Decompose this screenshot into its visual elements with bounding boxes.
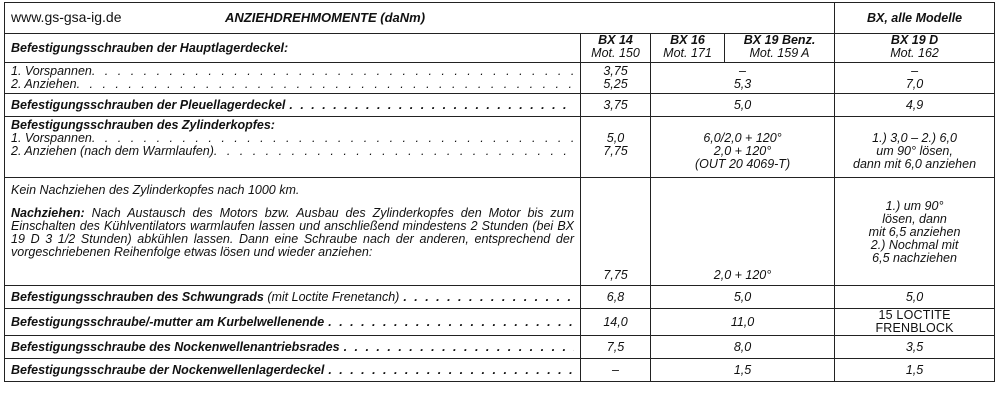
hauptlager-label: Befestigungsschrauben der Hauptlagerdeckel: — [11, 40, 289, 55]
col-bx19b-mot: Mot. 159 A — [749, 46, 810, 60]
col-bx19d — [835, 34, 995, 63]
cell-mid: 8,0 — [651, 336, 835, 359]
step-row — [11, 65, 574, 78]
value: 5,3 — [733, 77, 752, 91]
cell-bx19d — [835, 117, 995, 178]
col-bx19b-name: BX 19 Benz. — [743, 33, 816, 47]
value: 3,75 — [603, 64, 628, 78]
nachziehen-paragraph — [11, 207, 574, 259]
col-bx14-name: BX 14 — [598, 33, 633, 47]
step-label: 2. Anziehen (nach dem Warmlaufen) — [11, 144, 214, 158]
value: 5,0 — [606, 131, 625, 145]
step-label: 1. Vorspannen — [11, 64, 92, 78]
zylinder-label: Befestigungsschrauben des Zylinderkopfes: — [11, 118, 275, 132]
nocken-lager-label: Befestigungsschraube der Nockenwellenlagerdeckel — [11, 362, 325, 377]
kurbel-label: Befestigungsschraube/-mutter am Kurbelwellenende — [11, 314, 325, 329]
cell-mid — [651, 117, 835, 178]
cell-bx19d: 1,5 — [835, 359, 995, 382]
header-left — [5, 3, 835, 34]
nachziehen-text: Nach Austausch des Motors bzw. Ausbau des Zylinderkopfes den Motor bis zum Einschalten des Kühlventilators warmlaufen lassen und anschließend mindestens 2 Stunden (bei BX 19 D 3 1/2 Stunden) abkühlen lassen. Dann eine Schraube nach der anderen, entsprechend der vorgeschriebenen Reihenfolge etwas lösen und wieder anziehen: — [11, 206, 574, 259]
value: 6,5 nachziehen — [872, 251, 957, 265]
table-row — [5, 359, 995, 382]
kein-nachziehen-text: Kein Nachziehen des Zylinderkopfes nach 1000 km. — [11, 183, 300, 197]
table-header-row — [5, 3, 995, 34]
cell-mid — [651, 63, 835, 94]
cell-mid: 2,0 + 120° — [651, 178, 835, 286]
cell-bx14: 3,75 — [581, 94, 651, 117]
cell-bx19d: 3,5 — [835, 336, 995, 359]
row-label-pleuel — [5, 94, 581, 117]
value: 7,0 — [905, 77, 924, 91]
table-row — [5, 117, 995, 178]
nachziehen-label: Nachziehen: — [11, 206, 85, 220]
cell-bx19d: 4,9 — [835, 94, 995, 117]
row-label-zylinder — [5, 117, 581, 178]
cell-bx14: 14,0 — [581, 309, 651, 336]
cell-bx14: 7,5 — [581, 336, 651, 359]
table-row — [5, 34, 995, 63]
page-title: ANZIEHDREHMOMENTE (daNm) — [224, 10, 426, 25]
value: 1.) um 90° — [885, 199, 944, 213]
col-bx14 — [581, 34, 651, 63]
site-url: www.gs-gsa-ig.de — [11, 9, 122, 25]
table-row — [5, 178, 995, 286]
row-label-hauptlager — [5, 34, 581, 63]
col-bx19b — [725, 34, 835, 63]
cell-bx14: 6,8 — [581, 286, 651, 309]
row-label-nocken-lager — [5, 359, 581, 382]
row-label-kurbel — [5, 309, 581, 336]
cell-bx19d — [835, 63, 995, 94]
col-bx16-mot: Mot. 171 — [663, 46, 712, 60]
cell-bx14: – — [581, 359, 651, 382]
value: 7,75 — [603, 144, 628, 158]
cell-bx19d — [835, 178, 995, 286]
col-bx16-name: BX 16 — [670, 33, 705, 47]
value: – — [739, 64, 746, 78]
cell-bx14 — [581, 63, 651, 94]
cell-bx19d: 5,0 — [835, 286, 995, 309]
cell-bx14: 7,75 — [581, 178, 651, 286]
col-bx16 — [651, 34, 725, 63]
value: dann mit 6,0 anziehen — [853, 157, 977, 171]
table-row — [5, 286, 995, 309]
schwungrad-label: Befestigungsschrauben des Schwungrads — [11, 289, 264, 304]
value: 2.) Nochmal mit — [870, 238, 959, 252]
table-row — [5, 94, 995, 117]
col-bx19d-mot: Mot. 162 — [890, 46, 939, 60]
value: 2,0 + 120° — [713, 144, 772, 158]
step-label: 2. Anziehen — [11, 77, 77, 91]
value: 5,25 — [603, 77, 628, 91]
step-label: 1. Vorspannen — [11, 131, 92, 145]
step-row — [11, 78, 574, 91]
value: (OUT 20 4069-T) — [694, 157, 791, 171]
row-label-nocken-antrieb — [5, 336, 581, 359]
cell-mid: 11,0 — [651, 309, 835, 336]
schwungrad-note: (mit Loctite Frenetanch) — [267, 289, 400, 304]
step-row — [11, 145, 574, 158]
nocken-antrieb-label: Befestigungsschraube des Nockenwellenantriebsrades — [11, 339, 340, 354]
cell-mid: 1,5 — [651, 359, 835, 382]
torque-table — [4, 2, 995, 382]
hauptlager-steps — [5, 63, 581, 94]
table-row — [5, 336, 995, 359]
value: – — [911, 64, 919, 78]
row-label-schwungrad — [5, 286, 581, 309]
col-bx19d-name: BX 19 D — [890, 33, 939, 47]
cell-bx14 — [581, 117, 651, 178]
value: lösen, dann — [882, 212, 947, 226]
pleuel-label: Befestigungsschrauben der Pleuellagerdeckel — [11, 97, 286, 112]
header-models: BX, alle Modelle — [835, 3, 995, 34]
value: um 90° lösen, — [876, 144, 953, 158]
value: 1.) 3,0 – 2.) 6,0 — [872, 131, 957, 145]
value: mit 6,5 anziehen — [868, 225, 961, 239]
col-bx14-mot: Mot. 150 — [591, 46, 640, 60]
cell-mid: 5,0 — [651, 94, 835, 117]
row-label-nachziehen — [5, 178, 581, 286]
value: 6,0/2,0 + 120° — [703, 131, 782, 145]
cell-bx19d: 15 LOCTITE FRENBLOCK — [835, 309, 995, 336]
table-row — [5, 309, 995, 336]
table-row — [5, 63, 995, 94]
cell-mid: 5,0 — [651, 286, 835, 309]
